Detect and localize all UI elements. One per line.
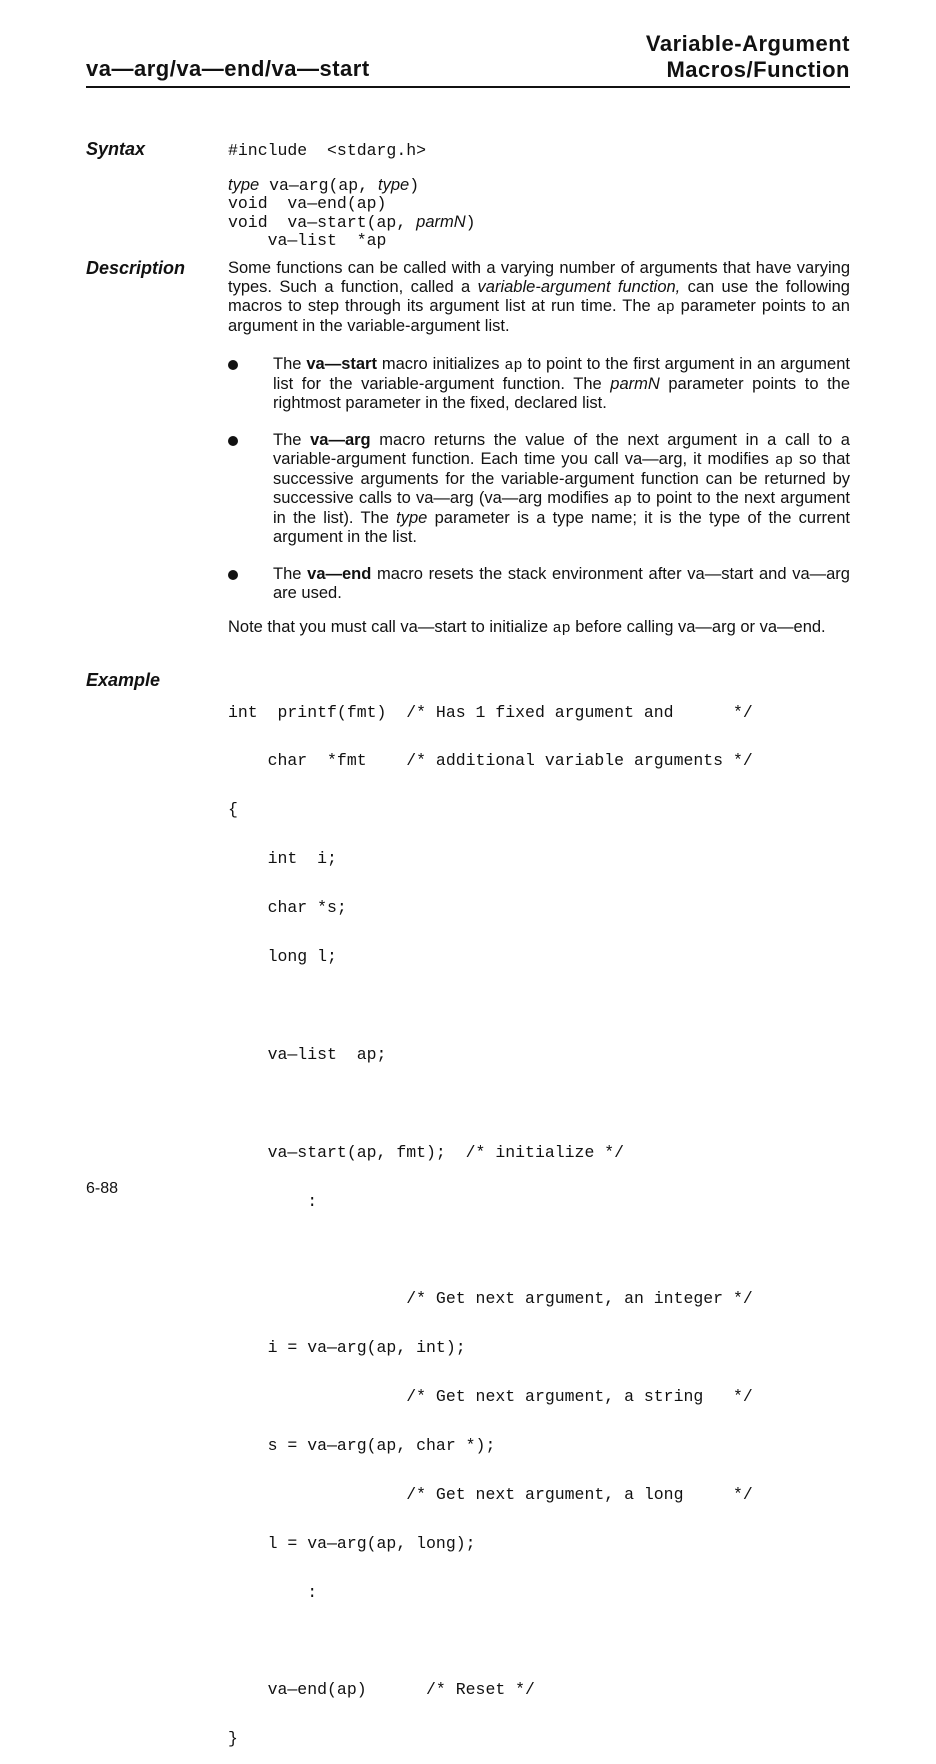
syntax-code: va—arg(ap, — [259, 176, 379, 195]
italic-term: parmN — [610, 375, 660, 393]
inline-code: ap — [774, 452, 793, 469]
syntax-close: ) — [465, 213, 476, 232]
code-line: int i; — [228, 849, 337, 869]
page-header-right-title — [646, 31, 850, 83]
code-line: l = va—arg(ap, long); — [228, 1533, 476, 1553]
code-line: va—list ap; — [228, 1044, 387, 1064]
code-line: : — [228, 1191, 318, 1211]
note-paragraph — [228, 618, 850, 638]
syntax-label: Syntax — [86, 139, 146, 159]
description-paragraph — [228, 259, 850, 336]
inline-code: ap — [656, 299, 675, 316]
header-right-line-1: Variable-Argument — [645, 31, 850, 56]
code-line: } — [228, 1729, 238, 1749]
inline-code: ap — [552, 620, 571, 637]
code-line: char *fmt /* additional variable arguments */ — [228, 751, 753, 771]
bold-term: va—start — [306, 355, 377, 373]
inline-code: ap — [613, 491, 632, 508]
header-right-line-2: Macros/Function — [666, 57, 850, 82]
code-line — [228, 1634, 753, 1650]
syntax-param: type — [378, 176, 410, 194]
syntax-code: void va—start(ap, — [228, 213, 417, 232]
text-run: macro initializes — [376, 355, 505, 373]
syntax-include: #include <stdarg.h> — [228, 141, 427, 160]
text-run: The — [273, 355, 307, 373]
header-rule — [86, 86, 850, 88]
description-label: Description — [86, 258, 186, 278]
syntax-close: ) — [409, 176, 420, 195]
bullet-text — [273, 565, 850, 603]
code-line: { — [228, 800, 238, 820]
text-run: The — [273, 565, 308, 583]
code-line: /* Get next argument, a string */ — [228, 1387, 753, 1407]
syntax-param: parmN — [416, 213, 466, 231]
text-run: parameter is a type name; it is the type of the current argument in the list. — [273, 509, 850, 546]
bullet-dot-icon — [228, 360, 238, 370]
syntax-line-va-end: void va—end(ap) — [228, 194, 387, 213]
text-run: to point to the first argument in an argument list for the variable-argument function. The — [273, 355, 850, 393]
text-run: Some functions can be called with a varying number of arguments that have varying types. Such a function, called a — [228, 259, 850, 296]
code-line: /* Get next argument, an integer */ — [228, 1289, 753, 1309]
page-number: 6-88 — [86, 1180, 119, 1197]
italic-term: type — [396, 509, 428, 527]
code-line: s = va—arg(ap, char *); — [228, 1435, 496, 1455]
bullet-text — [273, 355, 850, 413]
code-line: long l; — [228, 947, 337, 967]
syntax-type-word: type — [228, 176, 260, 194]
bold-term: va—end — [307, 565, 372, 583]
code-line — [228, 1242, 753, 1258]
code-line: : — [228, 1582, 318, 1602]
code-line: /* Get next argument, a long */ — [228, 1484, 753, 1504]
code-line: va—end(ap) /* Reset */ — [228, 1680, 535, 1700]
italic-term: variable-argument function, — [477, 278, 681, 296]
code-line: va—start(ap, fmt); /* initialize */ — [228, 1142, 625, 1162]
bullet-dot-icon — [228, 570, 238, 580]
text-run: parameter points to the rightmost parameter in the fixed, declared list. — [273, 375, 851, 412]
inline-code: ap — [504, 357, 523, 374]
text-run: can use the following macros to step through its argument list at run time. The — [228, 278, 850, 315]
text-run: The — [273, 431, 311, 449]
bullet-dot-icon — [228, 436, 238, 446]
code-line: i = va—arg(ap, int); — [228, 1338, 466, 1358]
text-run: macro returns the value of the next argument in a call to a variable-argument function. Each time you call va—arg, it modifies — [273, 431, 850, 468]
code-line: char *s; — [228, 898, 347, 918]
example-label: Example — [86, 670, 161, 690]
page-header-left-title: va—arg/va—end/va—start — [86, 56, 370, 81]
code-line — [228, 998, 753, 1014]
text-run: macro resets the stack environment after va—start and va—arg are used. — [273, 565, 850, 602]
bold-term: va—arg — [310, 431, 371, 449]
bullet-text — [273, 431, 850, 547]
example-code-block — [228, 672, 753, 1764]
text-run: parameter points to an argument in the variable-argument list. — [228, 297, 850, 335]
syntax-line-va-list: va—list *ap — [228, 231, 387, 250]
text-run: before calling va—arg or va—end. — [570, 618, 826, 636]
text-run: Note that you must call va—start to initialize — [228, 618, 553, 636]
syntax-line-va-start — [228, 213, 476, 232]
text-run: to point to the next argument in the list). The — [273, 489, 851, 527]
code-line — [228, 1096, 753, 1112]
syntax-line-va-arg — [228, 176, 476, 195]
text-run: so that successive arguments for the variable-argument function can be returned by successive calls to va—arg (va—arg modifies — [273, 450, 850, 507]
code-line: int printf(fmt) /* Has 1 fixed argument and */ — [228, 702, 753, 722]
syntax-prototypes — [228, 176, 476, 250]
